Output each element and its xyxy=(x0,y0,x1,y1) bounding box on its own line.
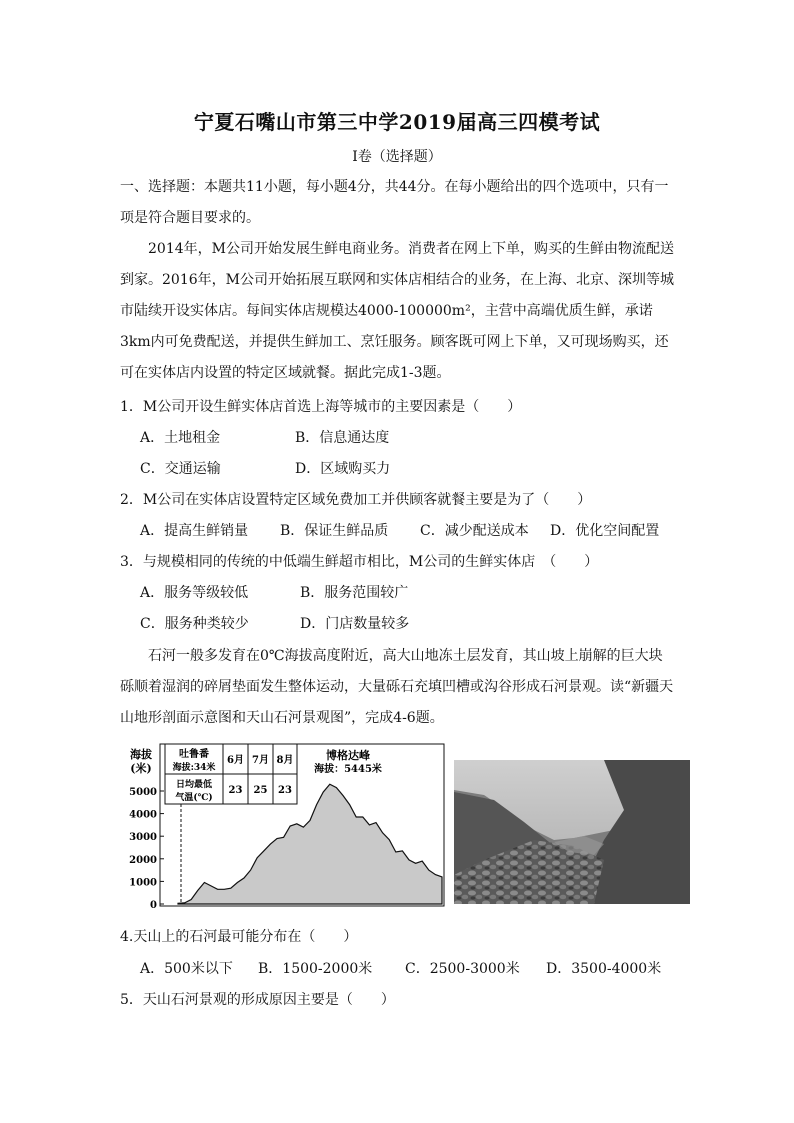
terrain-profile-chart xyxy=(120,742,446,910)
table-row-label-1: 日均最低 xyxy=(175,780,213,790)
table-temp-6: 23 xyxy=(228,785,243,796)
table-place: 吐鲁番 xyxy=(179,749,209,760)
question-1-stem: 1．M公司开设生鲜实体店首选上海等城市的主要因素是（ ） xyxy=(120,399,522,415)
q3-option-a: A．服务等级较低 xyxy=(140,585,249,601)
table-temp-7: 25 xyxy=(253,785,268,796)
q3-option-c: C．服务种类较少 xyxy=(140,616,249,632)
y-tick-label: 4000 xyxy=(129,809,157,821)
passage-1: 2014年，M公司开始发展生鲜电商业务。消费者在网上下单，购买的生鲜由物流配送到家。2016年，M公司开始拓展互联网和实体店相结合的业务，在上海、北京、深圳等城市陆续开设实体店。每间实体店规模达4000-100000m²，主营中高端优质生鲜，承诺3km内可免费配送，并提供生鲜加工、烹饪服务。顾客既可网上下单，又可现场购买，还可在实体店内设置的特定区域就餐。据此完成1-3题。 xyxy=(120,241,674,381)
q3-option-b: B．服务范围较广 xyxy=(300,585,409,601)
exam-title: 宁夏石嘴山市第三中学2019届高三四模考试 xyxy=(193,110,601,134)
q3-option-d: D．门店数量较多 xyxy=(300,616,410,632)
q2-option-a: A．提高生鲜销量 xyxy=(140,523,249,539)
table-row-label-2: 气温(℃) xyxy=(175,793,213,803)
y-tick-label: 0 xyxy=(150,900,157,910)
q1-option-b: B．信息通达度 xyxy=(295,430,390,446)
table-month-8: 8月 xyxy=(276,755,294,766)
table-place-altitude: 海拔:34米 xyxy=(172,763,216,773)
q2-option-c: C．减少配送成本 xyxy=(420,523,529,539)
passage-2: 石河一般多发育在0℃海拔高度附近，高大山地冻土层发育，其山坡上崩解的巨大块砾顺着湿润的碎屑垫面发生整体运动，大量砾石充填凹槽或沟谷形成石河景观。读“新疆天山地形剖面示意图和天山石河景观图”，完成4-6题。 xyxy=(120,648,674,726)
question-5-stem: 5．天山石河景观的形成原因主要是（ ） xyxy=(120,992,395,1008)
section-subtitle: Ⅰ卷（选择题） xyxy=(352,149,442,165)
q1-option-d: D．区域购买力 xyxy=(295,461,391,477)
y-axis-label-line1: 海拔 xyxy=(130,748,152,761)
peak-altitude-label: 海拔：5445米 xyxy=(314,764,382,775)
q4-option-a: A．500米以下 xyxy=(140,961,233,977)
q2-option-d: D．优化空间配置 xyxy=(550,523,660,539)
y-axis-label-line2: (米) xyxy=(130,762,152,775)
y-tick-label: 3000 xyxy=(129,832,157,844)
climate-table xyxy=(165,744,297,804)
q4-option-c: C．2500-3000米 xyxy=(405,961,520,977)
table-month-6: 6月 xyxy=(227,755,244,766)
table-month-7: 7月 xyxy=(252,755,269,766)
instructions-text: 一、选择题：本题共11小题，每小题4分，共44分。在每小题给出的四个选项中，只有一项是符合题目要求的。 xyxy=(120,179,669,226)
y-tick-label: 5000 xyxy=(129,787,157,798)
q2-option-b: B．保证生鲜品质 xyxy=(280,523,389,539)
peak-name-label: 博格达峰 xyxy=(326,749,370,762)
question-3-stem: 3．与规模相同的传统的中低端生鲜超市相比，M公司的生鲜实体店 （ ） xyxy=(120,554,599,570)
question-4-stem: 4.天山上的石河最可能分布在（ ） xyxy=(120,929,358,945)
stone-river-photo xyxy=(454,760,690,904)
y-tick-label: 2000 xyxy=(129,854,157,866)
q4-option-d: D．3500-4000米 xyxy=(546,961,662,977)
q1-option-c: C．交通运输 xyxy=(140,461,221,477)
q1-option-a: A．土地租金 xyxy=(140,430,221,446)
table-temp-8: 23 xyxy=(278,785,292,796)
q4-option-b: B．1500-2000米 xyxy=(258,961,373,977)
question-2-stem: 2．M公司在实体店设置特定区域免费加工并供顾客就餐主要是为了（ ） xyxy=(120,492,592,508)
y-tick-label: 1000 xyxy=(129,877,157,889)
